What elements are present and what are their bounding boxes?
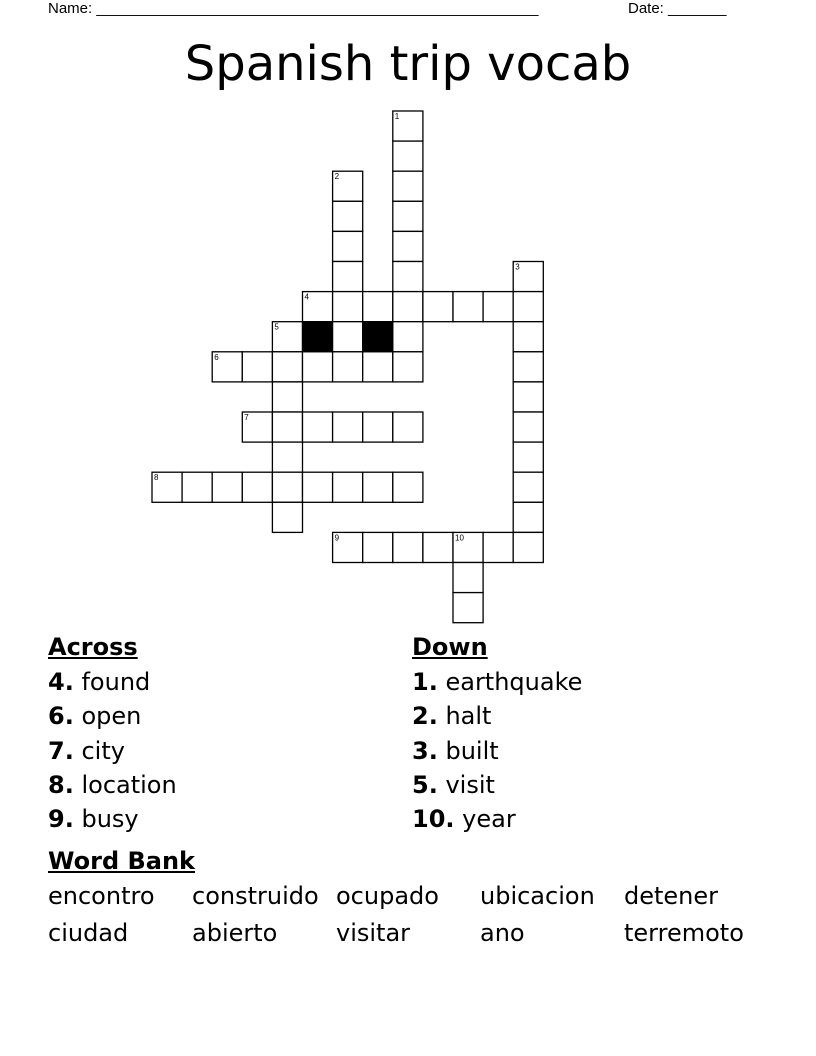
crossword-cell[interactable] <box>513 322 543 352</box>
crossword-cell[interactable] <box>393 352 423 382</box>
crossword-cell[interactable] <box>393 201 423 231</box>
cell-number: 6 <box>214 352 219 362</box>
crossword-cell[interactable] <box>363 472 393 502</box>
clue-number: 10. <box>412 805 455 834</box>
name-line: Name: _____________________________________________________ <box>48 0 539 17</box>
crossword-cell[interactable] <box>242 472 272 502</box>
down-heading: Down <box>412 633 488 661</box>
clue-number: 9. <box>48 805 74 834</box>
word-bank-item: construido <box>192 882 319 910</box>
across-clue <box>48 734 177 768</box>
crossword-cell[interactable] <box>333 322 363 352</box>
crossword-cell[interactable] <box>393 532 423 562</box>
crossword-cell[interactable] <box>483 292 513 322</box>
clue-number: 1. <box>412 668 438 696</box>
word-bank-item: abierto <box>192 919 278 947</box>
cell-number: 5 <box>274 322 279 332</box>
crossword-cell[interactable] <box>393 262 423 292</box>
down-clue <box>412 734 582 768</box>
word-bank-item: ubicacion <box>480 882 595 910</box>
crossword-cell[interactable] <box>333 292 363 322</box>
crossword-cell[interactable] <box>513 412 543 442</box>
date-line: Date: _______ <box>628 0 727 17</box>
word-bank-item: ano <box>480 919 525 947</box>
crossword-cell[interactable] <box>303 352 333 382</box>
crossword-cell[interactable] <box>393 141 423 171</box>
across-clue <box>48 699 177 733</box>
crossword-cell[interactable] <box>513 382 543 412</box>
crossword-cell[interactable] <box>303 472 333 502</box>
clue-text: halt <box>445 702 492 731</box>
down-clue <box>412 768 582 802</box>
clue-text: found <box>81 668 151 696</box>
word-bank-item: detener <box>624 882 719 910</box>
word-bank-item: ocupado <box>336 882 439 910</box>
clue-number: 4. <box>48 668 74 696</box>
crossword-cell[interactable] <box>513 472 543 502</box>
crossword-cell[interactable] <box>272 412 302 442</box>
crossword-cell[interactable] <box>513 292 543 322</box>
crossword-cell[interactable] <box>272 502 302 532</box>
crossword-cell[interactable] <box>212 472 242 502</box>
clue-text: location <box>81 770 177 799</box>
crossword-cell[interactable] <box>513 532 543 562</box>
clue-number: 2. <box>412 702 438 731</box>
crossword-cell[interactable] <box>333 262 363 292</box>
clue-text: visit <box>445 770 495 799</box>
crossword-cell[interactable] <box>242 352 272 382</box>
crossword-cell[interactable] <box>423 532 453 562</box>
clue-text: busy <box>81 805 139 834</box>
crossword-cell[interactable] <box>363 532 393 562</box>
clue-number: 8. <box>48 770 74 799</box>
crossword-cell[interactable] <box>393 292 423 322</box>
word-bank-item: encontro <box>48 882 155 910</box>
crossword-cell[interactable] <box>182 472 212 502</box>
crossword-cell[interactable] <box>393 231 423 261</box>
crossword-cell[interactable] <box>333 412 363 442</box>
crossword-cell[interactable] <box>393 322 423 352</box>
page-title: Spanish trip vocab <box>184 36 632 92</box>
word-bank-item: terremoto <box>624 919 744 947</box>
crossword-cell[interactable] <box>453 292 483 322</box>
clue-number: 7. <box>48 736 74 765</box>
cell-number: 8 <box>154 473 159 483</box>
crossword-cell[interactable] <box>333 231 363 261</box>
cell-number: 9 <box>334 533 340 543</box>
clue-number: 5. <box>412 770 438 799</box>
crossword-cell[interactable] <box>333 472 363 502</box>
cell-number: 10 <box>455 533 464 543</box>
clue-text: built <box>445 736 499 765</box>
down-clue <box>412 665 582 699</box>
crossword-cell[interactable] <box>513 442 543 472</box>
crossword-cell[interactable] <box>393 171 423 201</box>
cell-number: 3 <box>515 262 520 272</box>
cell-number: 7 <box>244 413 249 422</box>
crossword-cell[interactable] <box>513 352 543 382</box>
clue-text: city <box>81 736 125 765</box>
crossword-cell[interactable] <box>363 412 393 442</box>
down-clue <box>412 802 582 836</box>
word-bank-item: visitar <box>336 919 411 947</box>
word-bank-heading: Word Bank <box>48 847 196 875</box>
across-clue <box>48 768 177 802</box>
clue-text: earthquake <box>445 668 583 696</box>
clue-text: open <box>81 702 142 731</box>
crossword-cell[interactable] <box>363 292 393 322</box>
crossword-cell[interactable] <box>453 563 483 593</box>
clue-text: year <box>462 805 516 834</box>
clue-number: 6. <box>48 702 74 731</box>
cell-number: 4 <box>304 292 309 302</box>
crossword-cell[interactable] <box>423 292 453 322</box>
down-clue-list <box>412 665 582 836</box>
crossword-cell[interactable] <box>272 352 302 382</box>
down-clue <box>412 699 582 733</box>
blocked-cell <box>303 322 333 352</box>
word-bank-item: ciudad <box>48 919 129 947</box>
cell-number: 1 <box>394 112 400 121</box>
across-clue <box>48 802 177 836</box>
blocked-cell <box>363 322 393 352</box>
crossword-cell[interactable] <box>393 412 423 442</box>
crossword-cell[interactable] <box>303 412 333 442</box>
crossword-cell[interactable] <box>393 472 423 502</box>
across-heading: Across <box>48 633 138 661</box>
crossword-cell[interactable] <box>333 201 363 231</box>
crossword-cell[interactable] <box>513 502 543 532</box>
clue-number: 3. <box>412 736 438 765</box>
word-bank <box>48 880 768 949</box>
crossword-cell[interactable] <box>483 532 513 562</box>
crossword-cell[interactable] <box>272 442 302 472</box>
crossword-cell[interactable] <box>272 472 302 502</box>
crossword-cell[interactable] <box>453 593 483 623</box>
across-clue-list <box>48 665 177 836</box>
across-clue <box>48 665 177 699</box>
crossword-cell[interactable] <box>272 382 302 412</box>
crossword-cell[interactable] <box>363 352 393 382</box>
cell-number: 2 <box>334 172 340 182</box>
crossword-cell[interactable] <box>333 352 363 382</box>
